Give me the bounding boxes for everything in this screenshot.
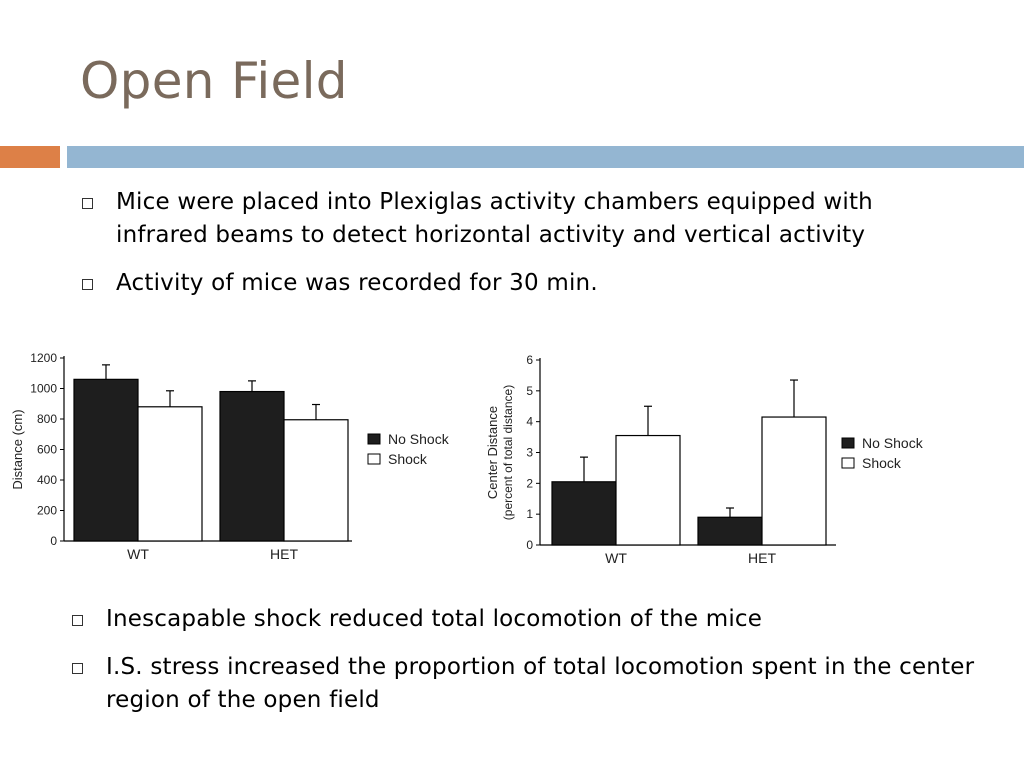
- x-tick-label: HET: [748, 550, 776, 566]
- bar: [220, 392, 284, 541]
- y-tick-label: 1: [526, 507, 533, 522]
- bullet-square-icon: [72, 615, 83, 626]
- y-axis-label-sub: (percent of total distance): [501, 384, 515, 521]
- bar: [552, 482, 616, 545]
- y-tick-label: 4: [526, 414, 533, 429]
- bar: [284, 420, 348, 541]
- y-tick-label: 2: [526, 476, 533, 491]
- bullet-square-icon: [72, 663, 83, 674]
- y-axis-label: Distance (cm): [10, 409, 25, 490]
- legend-label: No Shock: [862, 435, 923, 451]
- bar: [616, 436, 680, 545]
- chart-center-distance: [480, 333, 980, 573]
- legend-label: No Shock: [388, 431, 449, 447]
- accent-band-orange: [0, 146, 60, 168]
- bullet-text: Activity of mice was recorded for 30 min.: [116, 270, 598, 296]
- figure-panel: [0, 333, 990, 573]
- top-bullet-list: [82, 186, 962, 315]
- bullet-item: [82, 267, 962, 300]
- slide-title: Open Field: [80, 52, 348, 110]
- accent-band-blue: [67, 146, 1024, 168]
- bullet-item: [72, 603, 1017, 636]
- x-tick-label: WT: [605, 550, 627, 566]
- y-tick-label: 0: [526, 538, 533, 552]
- bullet-text: I.S. stress increased the proportion of total locomotion spent in the center region of the open field: [106, 654, 975, 713]
- y-tick-label: 600: [36, 442, 57, 457]
- y-tick-label: 1000: [30, 381, 57, 396]
- bar: [74, 379, 138, 541]
- x-tick-label: WT: [127, 546, 149, 562]
- bullet-square-icon: [82, 279, 93, 290]
- bar: [698, 517, 762, 545]
- legend-swatch: [842, 438, 854, 448]
- bullet-item: [72, 651, 1017, 717]
- x-tick-label: HET: [270, 546, 298, 562]
- legend-swatch: [368, 454, 380, 464]
- y-tick-label: 6: [526, 353, 533, 367]
- y-tick-label: 200: [36, 503, 57, 518]
- y-tick-label: 0: [50, 534, 57, 548]
- y-tick-label: 1200: [30, 351, 57, 365]
- bullet-text: Inescapable shock reduced total locomotion of the mice: [106, 606, 763, 632]
- bullet-item: [82, 186, 962, 252]
- legend-swatch: [368, 434, 380, 444]
- legend-label: Shock: [388, 451, 427, 467]
- bullet-square-icon: [82, 198, 93, 209]
- legend-swatch: [842, 458, 854, 468]
- chart-total-distance: [0, 333, 470, 573]
- bar: [762, 417, 826, 545]
- y-tick-label: 400: [36, 473, 57, 487]
- bar: [138, 407, 202, 541]
- bullet-text: Mice were placed into Plexiglas activity chambers equipped with infrared beams to detect horizontal activity and vertical activity: [116, 189, 873, 248]
- y-tick-label: 5: [526, 383, 533, 398]
- legend-label: Shock: [862, 455, 901, 471]
- bottom-bullet-list: [72, 603, 1017, 732]
- y-tick-label: 3: [526, 445, 533, 460]
- y-tick-label: 800: [36, 412, 57, 426]
- y-axis-label: Center Distance: [485, 405, 500, 500]
